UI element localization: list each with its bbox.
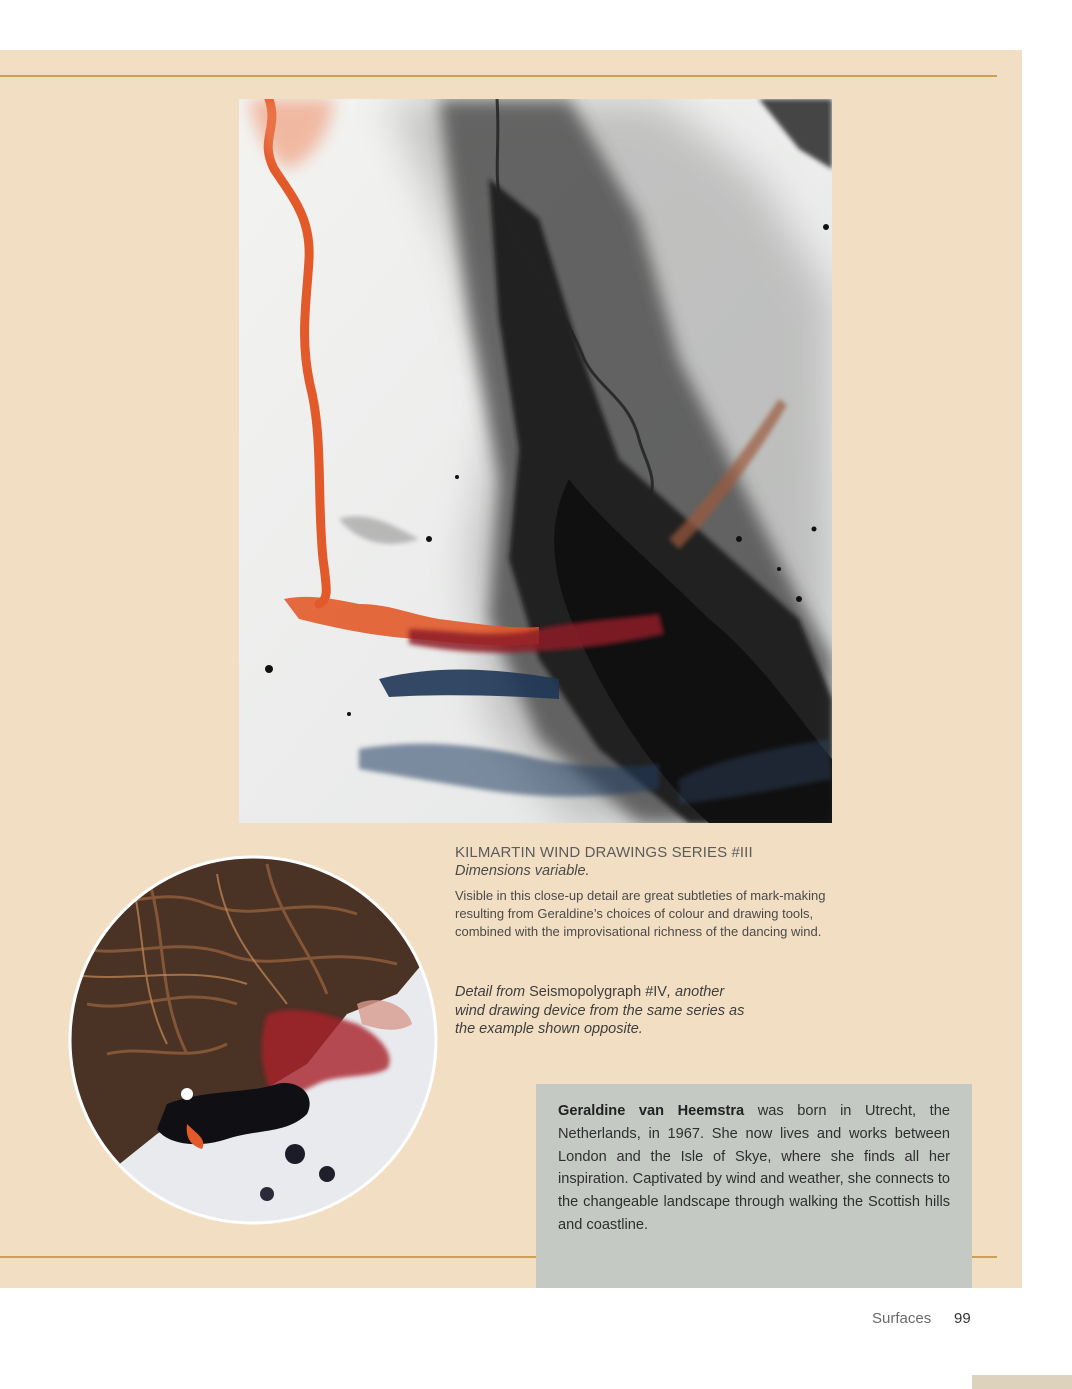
bio-name: Geraldine van Heemstra [558, 1103, 745, 1119]
page-number: 99 [954, 1310, 971, 1327]
artwork-title: KILMARTIN WIND DRAWINGS SERIES #III [455, 844, 753, 861]
bio-text: was born in Utrecht, the Netherlands, in 1967. She now lives and works between London and the Isle of Skye, where she finds all her inspiration. Captivated by wind and weather, she connects to the changeable landscape through walking the Scottish hills and coastline. [558, 1103, 950, 1233]
detail-image [67, 854, 439, 1226]
bio-box [536, 1084, 972, 1288]
page-edge-tab [972, 1375, 1072, 1389]
artwork-image [239, 99, 832, 823]
top-rule [0, 75, 997, 77]
detail-caption-rest: , another wind drawing device from the same series as the example shown opposite. [455, 984, 745, 1038]
detail-caption-lead: Detail from [455, 984, 530, 1000]
detail-caption [455, 983, 755, 1039]
footer-section-name: Surfaces [872, 1310, 932, 1327]
artwork-dimensions: Dimensions variable. [455, 863, 590, 879]
artwork-description: Visible in this close-up detail are great subtleties of mark-making resulting from Geraldine’s choices of colour and drawing tools, combined with the improvisational richness of the dancing wind. [455, 888, 826, 940]
detail-caption-work: Seismopolygraph #IV [529, 984, 667, 1000]
artwork-caption [455, 843, 835, 942]
bio-paragraph [558, 1100, 950, 1237]
